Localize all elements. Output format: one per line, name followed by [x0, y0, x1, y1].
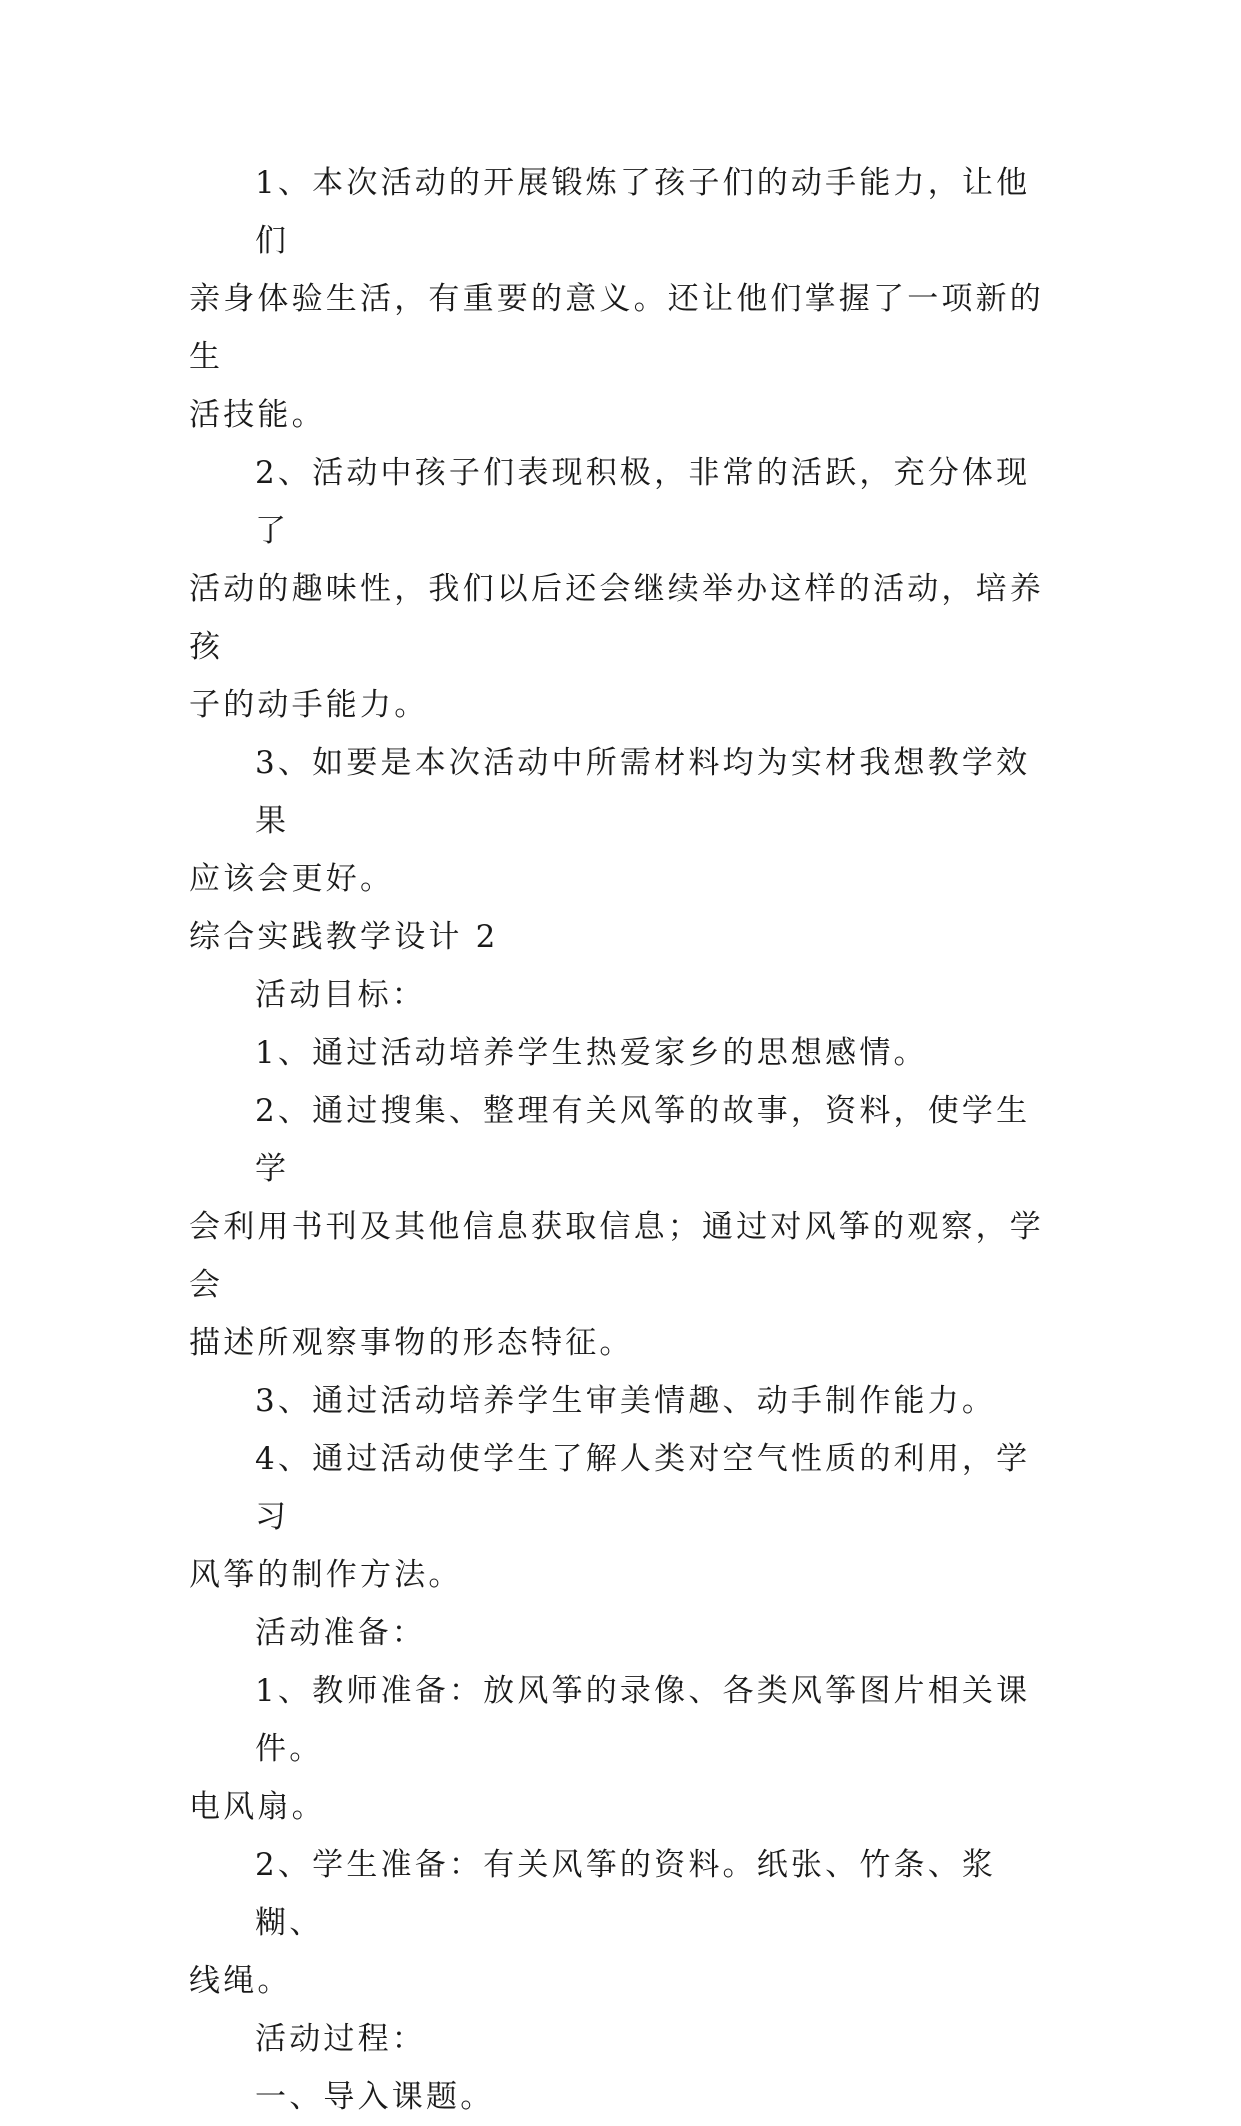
- text-line: 4、通过活动使学生了解人类对空气性质的利用，学习: [255, 1441, 1031, 1535]
- text-line: 一、导入课题。: [255, 2079, 495, 2115]
- paragraph-process-title: [189, 2010, 1054, 2068]
- text-line: 活动的趣味性，我们以后还会继续举办这样的活动，培养孩: [189, 571, 1044, 665]
- section-heading: [189, 908, 1054, 966]
- paragraph-goal-2: [189, 1082, 1054, 1372]
- text-line: 活动准备：: [255, 1615, 426, 1651]
- paragraph-2: [189, 444, 1054, 734]
- text-line: 1、通过活动培养学生热爱家乡的思想感情。: [255, 1035, 928, 1071]
- document-body: [189, 154, 1054, 2126]
- text-line: 活动过程：: [255, 2021, 426, 2057]
- paragraph-goals-title: [189, 966, 1054, 1024]
- text-line: 子的动手能力。: [189, 687, 429, 723]
- paragraph-prep-2: [189, 1836, 1054, 2010]
- paragraph-prep-title: [189, 1604, 1054, 1662]
- text-line: 风筝的制作方法。: [189, 1557, 463, 1593]
- text-line: 线绳。: [189, 1963, 292, 1999]
- text-line: 2、活动中孩子们表现积极，非常的活跃，充分体现了: [255, 455, 1031, 549]
- text-line: 1、本次活动的开展锻炼了孩子们的动手能力，让他们: [255, 165, 1031, 259]
- text-line: 亲身体验生活，有重要的意义。还让他们掌握了一项新的生: [189, 281, 1044, 375]
- text-line: 描述所观察事物的形态特征。: [189, 1325, 634, 1361]
- text-line: 会利用书刊及其他信息获取信息；通过对风筝的观察，学会: [189, 1209, 1044, 1303]
- text-line: 1、教师准备：放风筝的录像、各类风筝图片相关课件。: [255, 1673, 1031, 1767]
- paragraph-3: [189, 734, 1054, 908]
- text-line: 3、如要是本次活动中所需材料均为实材我想教学效果: [255, 745, 1031, 839]
- paragraph-process-1: [189, 2068, 1054, 2126]
- text-line: 应该会更好。: [189, 861, 395, 897]
- text-line: 活技能。: [189, 397, 326, 433]
- text-line: 电风扇。: [189, 1789, 326, 1825]
- paragraph-goal-3: [189, 1372, 1054, 1430]
- text-line: 活动目标：: [255, 977, 426, 1013]
- text-line: 2、学生准备：有关风筝的资料。纸张、竹条、浆糊、: [255, 1847, 997, 1941]
- text-line: 2、通过搜集、整理有关风筝的故事，资料，使学生学: [255, 1093, 1031, 1187]
- paragraph-goal-1: [189, 1024, 1054, 1082]
- heading-text: 综合实践教学设计 2: [189, 919, 499, 955]
- paragraph-1: [189, 154, 1054, 444]
- paragraph-prep-1: [189, 1662, 1054, 1836]
- paragraph-goal-4: [189, 1430, 1054, 1604]
- text-line: 3、通过活动培养学生审美情趣、动手制作能力。: [255, 1383, 997, 1419]
